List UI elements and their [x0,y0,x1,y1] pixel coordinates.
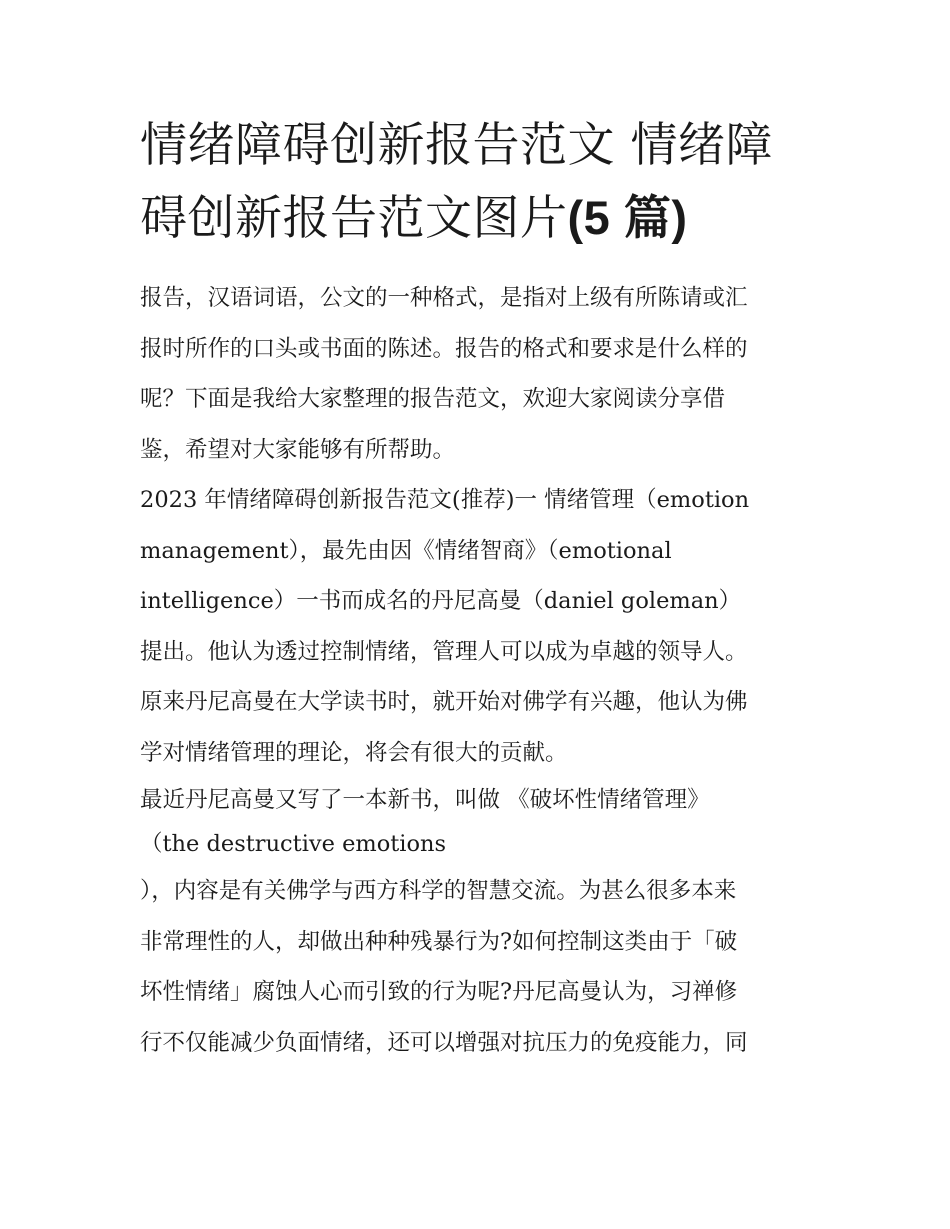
text-line: 报时所作的口头或书面的陈述。报告的格式和要求是什么样的 [140,335,748,362]
section-paragraph-1 [140,475,820,778]
text-line: 呢？下面是我给大家整理的报告范文，欢迎大家阅读分享借 [140,386,726,412]
text-line: ），内容是有关佛学与西方科学的智慧交流。为甚么很多本来 [140,878,737,904]
document-page [140,110,820,1068]
intro-paragraph [140,273,820,475]
text-line: management），最先由因《情绪智商》（emotional [140,537,672,564]
text-line: 学对情绪管理的理论，将会有很大的贡献。 [140,739,568,766]
title-line: (5 篇) [567,191,688,244]
text-line: 原来丹尼高曼在大学读书时，就开始对佛学有兴趣，他认为佛 [140,689,748,715]
text-line: 最近丹尼高曼又写了一本新书，叫做 《破坏性情绪管理》 [140,787,710,813]
text-line: 报告，汉语词语，公文的一种格式，是指对上级有所陈请或汇 [140,285,748,311]
text-line: 坏性情绪」腐蚀人心而引致的行为呢?丹尼高曼认为，习禅修 [140,979,738,1005]
text-line: 鉴，希望对大家能够有所帮助。 [140,436,456,463]
text-line: 提出。他认为透过控制情绪，管理人可以成为卓越的领导人。 [140,638,748,665]
section-paragraph-2 [140,778,820,1068]
title-line: 碍创新报告范文图片 [140,191,568,246]
text-line: intelligence）一书而成名的丹尼高曼（daniel goleman） [140,588,742,614]
text-line: 2023 年情绪障碍创新报告范文(推荐)一 情绪管理（emotion [140,487,750,513]
text-line: （the destructive emotions [140,831,447,857]
text-line: 非常理性的人，却做出种种残暴行为?如何控制这类由于「破 [140,928,738,955]
document-title [140,110,820,255]
title-line: 情绪障碍创新报告范文 情绪障 [140,118,773,173]
text-line: 行不仅能减少负面情绪，还可以增强对抗压力的免疫能力，同 [140,1029,748,1056]
